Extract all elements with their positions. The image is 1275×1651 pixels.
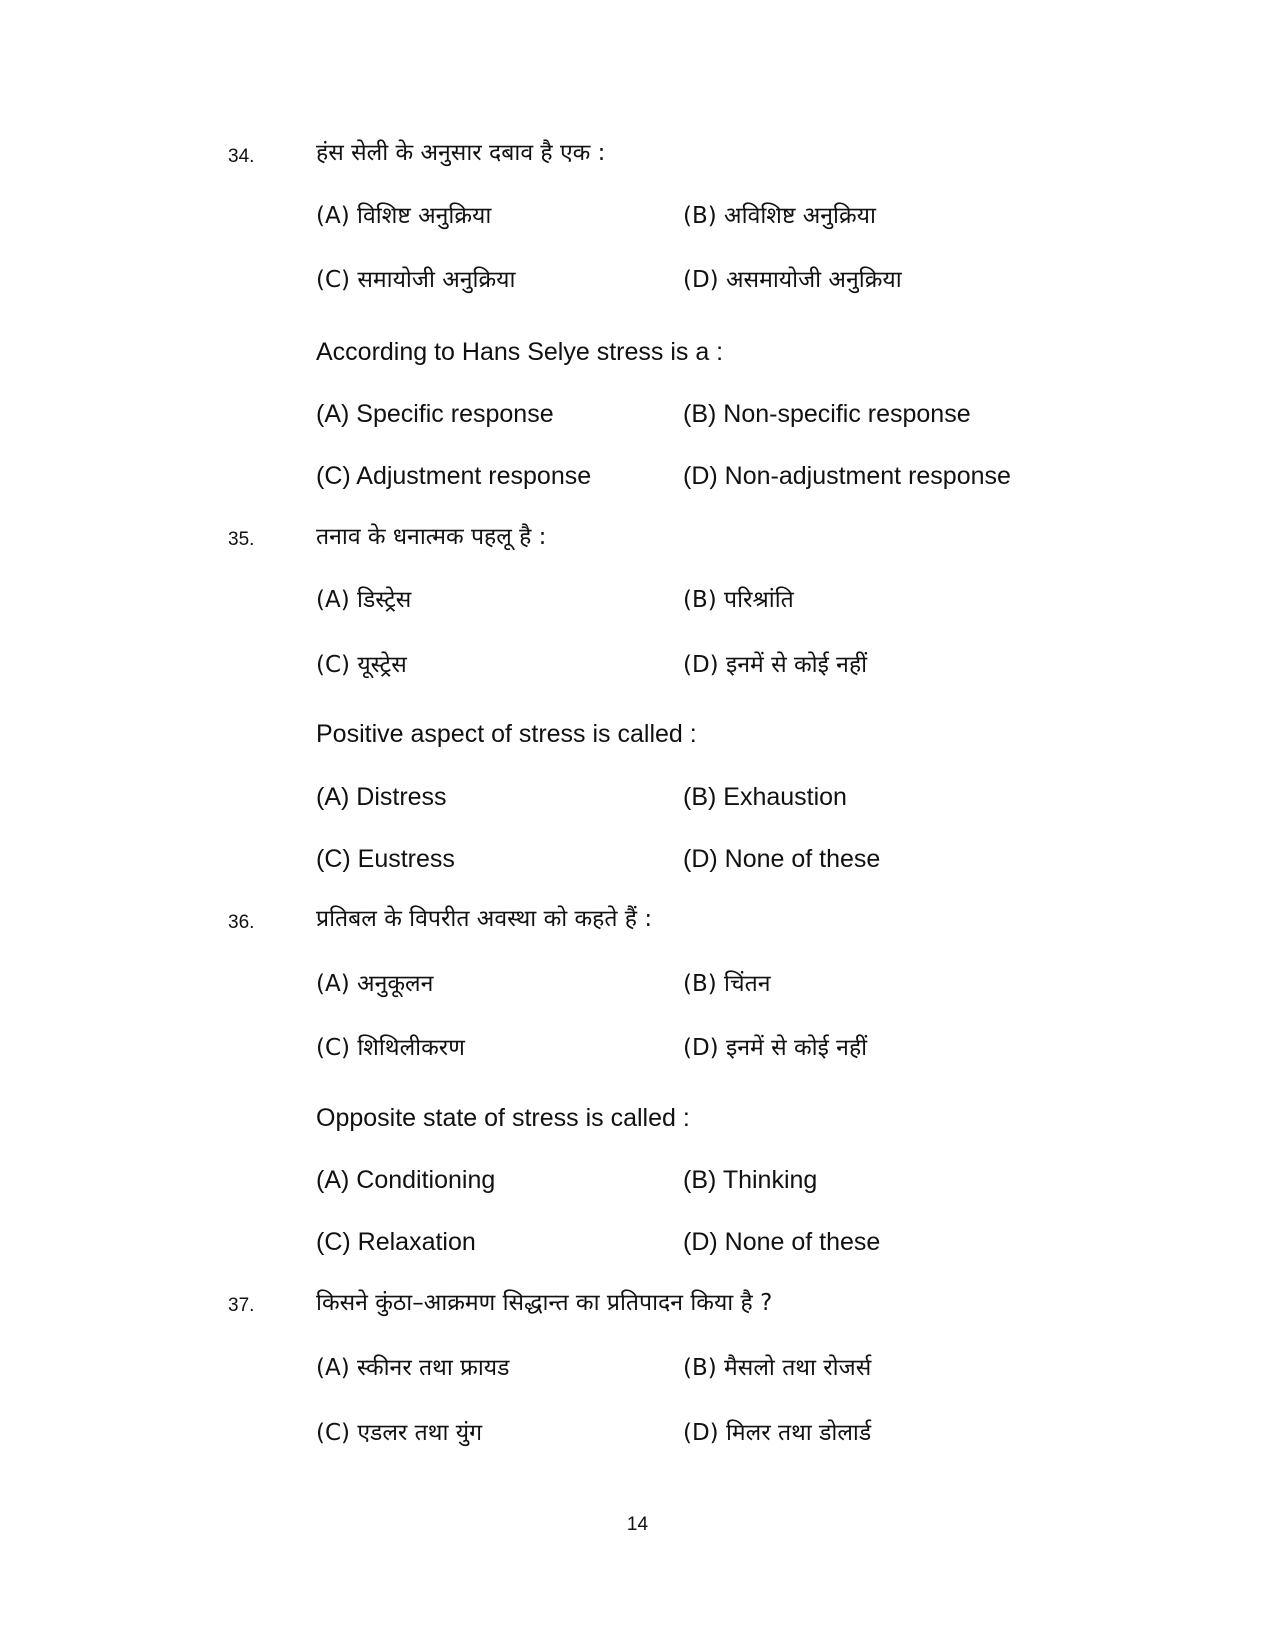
option-a-hindi: (A) डिस्ट्रेस [316,587,412,613]
option-d-hindi: (D) मिलर तथा डोलार्ड [683,1420,872,1446]
question-stem-hindi: तनाव के धनात्मक पहलू है : [316,524,547,550]
option-d-hindi: (D) इनमें से कोई नहीं [683,652,868,678]
question-stem-hindi: हंस सेली के अनुसार दबाव है एक : [316,140,606,166]
option-b-english: (B) Exhaustion [683,783,847,811]
option-b-hindi: (B) चिंतन [683,971,771,997]
question-number: 37. [228,1295,255,1316]
option-b-english: (B) Non-specific response [683,400,971,428]
option-a-english: (A) Distress [316,783,447,811]
question-number: 35. [228,529,255,550]
option-d-hindi: (D) इनमें से कोई नहीं [683,1035,868,1061]
question-stem-hindi: प्रतिबल के विपरीत अवस्था को कहते हैं : [316,906,653,932]
option-a-english: (A) Conditioning [316,1166,496,1194]
option-d-hindi: (D) असमायोजी अनुक्रिया [683,267,902,293]
option-c-hindi: (C) यूस्ट्रेस [316,652,407,678]
option-b-hindi: (B) मैसलो तथा रोजर्स [683,1355,872,1381]
question-stem-english: According to Hans Selye stress is a : [316,338,724,366]
option-a-english: (A) Specific response [316,400,554,428]
option-b-hindi: (B) अविशिष्ट अनुक्रिया [683,203,876,229]
option-c-english: (C) Relaxation [316,1228,476,1256]
option-c-hindi: (C) समायोजी अनुक्रिया [316,267,516,293]
option-a-hindi: (A) अनुकूलन [316,971,434,997]
question-stem-hindi: किसने कुंठा–आक्रमण सिद्धान्त का प्रतिपादन किया है ? [316,1290,773,1316]
option-d-english: (D) Non-adjustment response [683,462,1011,490]
option-d-english: (D) None of these [683,845,881,873]
question-number: 34. [228,146,255,167]
option-c-hindi: (C) शिथिलीकरण [316,1035,465,1061]
page-number: 14 [626,1514,649,1535]
option-a-hindi: (A) विशिष्ट अनुक्रिया [316,203,492,229]
question-stem-english: Opposite state of stress is called : [316,1104,690,1132]
option-c-hindi: (C) एडलर तथा युंग [316,1420,483,1446]
option-c-english: (C) Eustress [316,845,455,873]
question-number: 36. [228,912,255,933]
option-c-english: (C) Adjustment response [316,462,592,490]
question-stem-english: Positive aspect of stress is called : [316,720,697,748]
option-d-english: (D) None of these [683,1228,881,1256]
option-a-hindi: (A) स्कीनर तथा फ्रायड [316,1355,510,1381]
option-b-english: (B) Thinking [683,1166,818,1194]
option-b-hindi: (B) परिश्रांति [683,587,794,613]
